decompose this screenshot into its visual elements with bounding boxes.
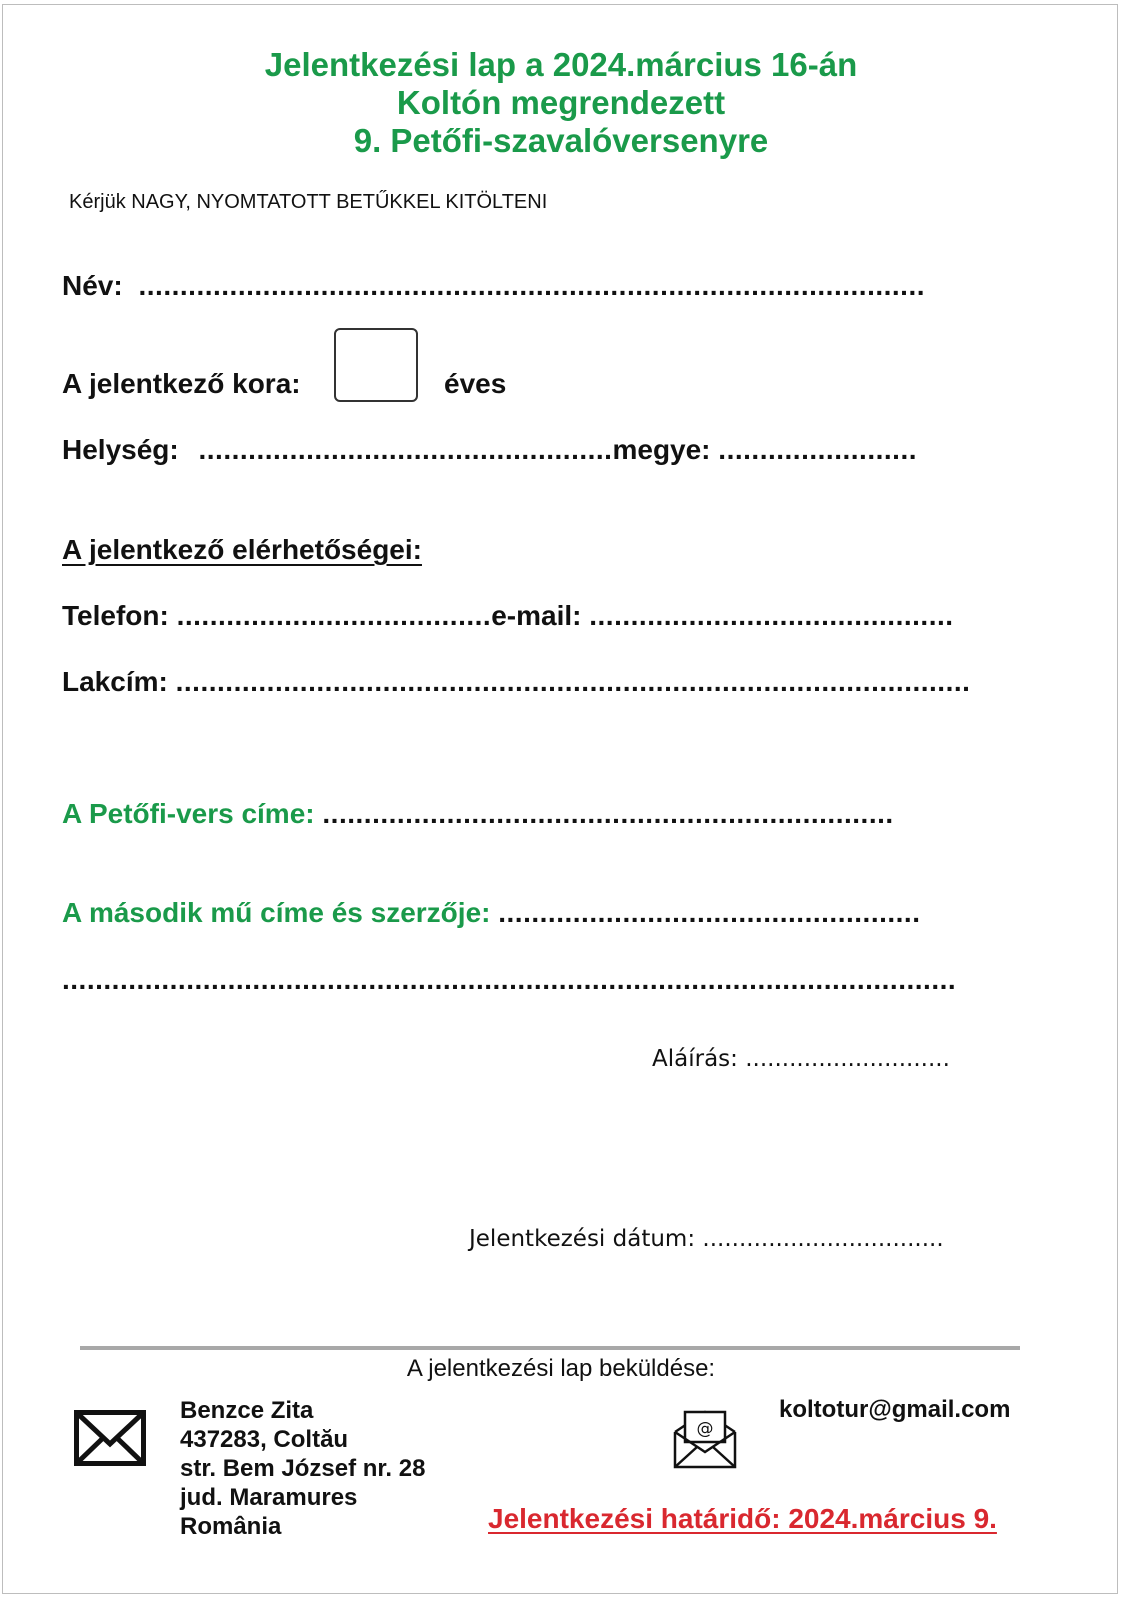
svg-text:@: @ bbox=[696, 1419, 714, 1439]
sending-title: A jelentkezési lap beküldése: bbox=[406, 1355, 716, 1382]
email-field[interactable]: ............................................ bbox=[589, 600, 954, 631]
fill-instruction: Kérjük NAGY, NYOMTATOTT BETŰKKEL KITÖLTENI bbox=[69, 191, 548, 213]
signature-label: Aláírás: bbox=[652, 1046, 738, 1072]
email-envelope-icon bbox=[672, 1406, 738, 1475]
title-line-3: 9. Petőfi-szavalóversenyre bbox=[353, 122, 769, 159]
phone-field[interactable]: ...................................... bbox=[176, 600, 492, 631]
county-label: megye: bbox=[612, 434, 711, 465]
address-row bbox=[62, 666, 970, 698]
second-work-label: A második mű címe és szerzője: bbox=[62, 897, 491, 928]
locality-label: Helység: bbox=[62, 434, 179, 465]
poem-label: A Petőfi-vers címe: bbox=[62, 798, 315, 829]
name-label: Név: bbox=[62, 270, 123, 301]
title-line-2: Koltón megrendezett bbox=[396, 84, 726, 121]
name-field[interactable]: ............................................................................................... bbox=[138, 270, 926, 301]
postal-address bbox=[180, 1396, 425, 1541]
date-field[interactable]: ................................. bbox=[702, 1226, 944, 1252]
poem-field[interactable]: ..................................................................... bbox=[322, 798, 894, 829]
contacts-heading: A jelentkező elérhetőségei: bbox=[62, 534, 422, 565]
second-work-row bbox=[62, 897, 921, 929]
county-field[interactable]: ........................ bbox=[718, 434, 917, 465]
age-input-box[interactable] bbox=[334, 328, 418, 402]
phone-row bbox=[62, 600, 954, 632]
locality-row bbox=[62, 434, 917, 466]
second-work-field[interactable]: ................................................... bbox=[498, 897, 921, 928]
age-unit: éves bbox=[444, 368, 507, 399]
contact-email[interactable]: koltotur@gmail.com bbox=[779, 1396, 1011, 1423]
envelope-icon bbox=[74, 1410, 146, 1471]
name-row bbox=[62, 270, 925, 302]
deadline: Jelentkezési határidő: 2024.március 9. bbox=[488, 1503, 997, 1534]
poem-row bbox=[62, 798, 894, 830]
second-work-continuation-field[interactable]: ............................................................................................................ bbox=[62, 964, 957, 995]
date-row bbox=[469, 1226, 944, 1252]
signature-field[interactable]: ............................ bbox=[745, 1046, 950, 1072]
address-line: 437283, Coltău bbox=[180, 1426, 349, 1453]
divider bbox=[80, 1346, 1020, 1350]
address-line: România bbox=[180, 1513, 282, 1540]
date-label: Jelentkezési dátum: bbox=[469, 1226, 696, 1252]
address-line: jud. Maramures bbox=[180, 1484, 358, 1511]
address-field[interactable]: ................................................................................................ bbox=[175, 666, 971, 697]
signature-row bbox=[652, 1046, 950, 1072]
locality-field[interactable]: .................................................. bbox=[198, 434, 613, 465]
address-line: Benzce Zita bbox=[180, 1397, 314, 1424]
address-line: str. Bem József nr. 28 bbox=[180, 1455, 426, 1482]
age-label: A jelentkező kora: bbox=[62, 368, 301, 399]
title-line-1: Jelentkezési lap a 2024.március 16-án bbox=[264, 46, 858, 83]
address-label: Lakcím: bbox=[62, 666, 168, 697]
email-label: e-mail: bbox=[491, 600, 582, 631]
phone-label: Telefon: bbox=[62, 600, 169, 631]
